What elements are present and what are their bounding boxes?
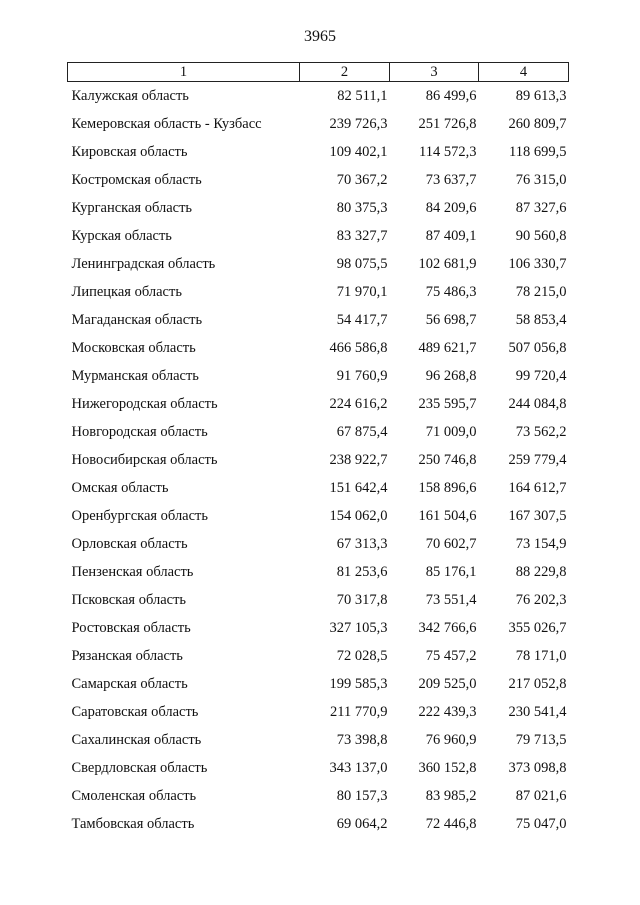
value-cell-col-2: 343 137,0: [329, 759, 388, 776]
value-cell-col-4: 78 215,0: [515, 283, 567, 300]
value-cell-col-4: 78 171,0: [515, 647, 567, 664]
table-row: [68, 558, 569, 586]
value-cell-col-4: 230 541,4: [508, 703, 567, 720]
table-row: [68, 754, 569, 782]
value-cell-col-4: 90 560,8: [515, 227, 567, 244]
table-row: [68, 698, 569, 726]
value-cell-col-4: 259 779,4: [508, 451, 567, 468]
value-cell-col-3: 73 551,4: [425, 591, 477, 608]
value-cell-col-3: 342 766,6: [418, 619, 477, 636]
value-cell-col-3: 250 746,8: [418, 451, 477, 468]
region-name-cell: Смоленская область: [71, 787, 197, 804]
value-cell-col-2: 81 253,6: [336, 563, 388, 580]
region-name-cell: Магаданская область: [71, 311, 203, 328]
value-cell-col-4: 75 047,0: [515, 815, 567, 832]
table-row: [68, 502, 569, 530]
value-cell-col-2: 72 028,5: [336, 647, 388, 664]
region-name-cell: Пензенская область: [71, 563, 194, 580]
region-name-cell: Московская область: [71, 339, 196, 356]
value-cell-col-3: 161 504,6: [418, 507, 477, 524]
table-row: [68, 166, 569, 194]
value-cell-col-2: 327 105,3: [329, 619, 388, 636]
region-name-cell: Рязанская область: [71, 647, 183, 664]
region-name-cell: Свердловская область: [71, 759, 208, 776]
value-cell-col-3: 70 602,7: [425, 535, 477, 552]
value-cell-col-4: 164 612,7: [508, 479, 567, 496]
region-name-cell: Псковская область: [71, 591, 187, 608]
value-cell-col-3: 251 726,8: [418, 115, 477, 132]
value-cell-col-4: 73 154,9: [515, 535, 567, 552]
column-header-2: 2: [300, 63, 390, 82]
region-name-cell: Кемеровская область - Кузбасс: [71, 115, 262, 132]
value-cell-col-3: 114 572,3: [419, 143, 477, 160]
value-cell-col-3: 84 209,6: [425, 199, 477, 216]
region-name-cell: Мурманская область: [71, 367, 199, 384]
value-cell-col-4: 76 315,0: [515, 171, 567, 188]
value-cell-col-3: 87 409,1: [425, 227, 477, 244]
region-name-cell: Сахалинская область: [71, 731, 202, 748]
value-cell-col-2: 69 064,2: [336, 815, 388, 832]
value-cell-col-4: 99 720,4: [515, 367, 567, 384]
table-row: [68, 334, 569, 362]
table-row: [68, 362, 569, 390]
region-name-cell: Курганская область: [71, 199, 193, 216]
value-cell-col-2: 224 616,2: [329, 395, 388, 412]
region-name-cell: Костромская область: [71, 171, 202, 188]
value-cell-col-3: 158 896,6: [418, 479, 477, 496]
region-name-cell: Калужская область: [71, 87, 189, 104]
region-name-cell: Омская область: [71, 479, 169, 496]
value-cell-col-3: 83 985,2: [425, 787, 477, 804]
value-cell-col-4: 58 853,4: [515, 311, 567, 328]
value-cell-col-4: 79 713,5: [515, 731, 567, 748]
value-cell-col-3: 75 486,3: [425, 283, 477, 300]
value-cell-col-2: 239 726,3: [329, 115, 388, 132]
data-table: [67, 62, 569, 838]
table-row: [68, 782, 569, 810]
value-cell-col-3: 360 152,8: [418, 759, 477, 776]
column-header-3: 3: [390, 63, 479, 82]
value-cell-col-2: 91 760,9: [336, 367, 388, 384]
table-row: [68, 614, 569, 642]
value-cell-col-3: 86 499,6: [425, 87, 477, 104]
region-name-cell: Новгородская область: [71, 423, 208, 440]
column-header-1: 1: [68, 63, 300, 82]
region-name-cell: Тамбовская область: [71, 815, 195, 832]
value-cell-col-3: 222 439,3: [418, 703, 477, 720]
value-cell-col-2: 73 398,8: [336, 731, 388, 748]
value-cell-col-2: 80 375,3: [336, 199, 388, 216]
value-cell-col-2: 211 770,9: [330, 703, 388, 720]
table-row: [68, 390, 569, 418]
table-row: [68, 138, 569, 166]
column-header-4: 4: [479, 63, 569, 82]
table-row: [68, 194, 569, 222]
value-cell-col-2: 70 367,2: [336, 171, 388, 188]
table-row: [68, 586, 569, 614]
page-number: 3965: [304, 28, 336, 45]
value-cell-col-2: 151 642,4: [329, 479, 388, 496]
value-cell-col-4: 106 330,7: [508, 255, 567, 272]
table-row: [68, 530, 569, 558]
value-cell-col-3: 73 637,7: [425, 171, 477, 188]
region-name-cell: Самарская область: [71, 675, 188, 692]
value-cell-col-2: 154 062,0: [329, 507, 388, 524]
value-cell-col-3: 76 960,9: [425, 731, 477, 748]
value-cell-col-2: 80 157,3: [336, 787, 388, 804]
value-cell-col-2: 71 970,1: [336, 283, 388, 300]
value-cell-col-3: 209 525,0: [418, 675, 477, 692]
region-name-cell: Ростовская область: [71, 619, 191, 636]
value-cell-col-3: 235 595,7: [418, 395, 477, 412]
table-row: [68, 810, 569, 838]
value-cell-col-4: 87 327,6: [515, 199, 567, 216]
value-cell-col-4: 244 084,8: [508, 395, 567, 412]
table-row: [68, 726, 569, 754]
value-cell-col-4: 76 202,3: [515, 591, 567, 608]
value-cell-col-3: 102 681,9: [418, 255, 477, 272]
table-row: [68, 474, 569, 502]
table-row: [68, 222, 569, 250]
region-name-cell: Кировская область: [71, 143, 188, 160]
value-cell-col-3: 85 176,1: [425, 563, 477, 580]
value-cell-col-3: 75 457,2: [425, 647, 477, 664]
value-cell-col-4: 87 021,6: [515, 787, 567, 804]
value-cell-col-4: 88 229,8: [515, 563, 567, 580]
table-row: [68, 418, 569, 446]
value-cell-col-4: 167 307,5: [508, 507, 567, 524]
value-cell-col-4: 73 562,2: [515, 423, 567, 440]
value-cell-col-4: 260 809,7: [508, 115, 567, 132]
value-cell-col-4: 217 052,8: [508, 675, 567, 692]
value-cell-col-3: 489 621,7: [418, 339, 477, 356]
value-cell-col-2: 54 417,7: [336, 311, 388, 328]
table-row: [68, 642, 569, 670]
header-row: [68, 63, 569, 82]
value-cell-col-3: 72 446,8: [425, 815, 477, 832]
table-row: [68, 82, 569, 111]
value-cell-col-4: 89 613,3: [515, 87, 567, 104]
value-cell-col-3: 71 009,0: [425, 423, 477, 440]
value-cell-col-2: 199 585,3: [329, 675, 388, 692]
table-row: [68, 446, 569, 474]
value-cell-col-2: 83 327,7: [336, 227, 388, 244]
table-row: [68, 306, 569, 334]
region-name-cell: Орловская область: [71, 535, 188, 552]
value-cell-col-2: 109 402,1: [329, 143, 388, 160]
value-cell-col-3: 56 698,7: [425, 311, 477, 328]
table-body: [68, 82, 569, 839]
value-cell-col-2: 67 313,3: [336, 535, 388, 552]
value-cell-col-2: 466 586,8: [329, 339, 388, 356]
value-cell-col-2: 67 875,4: [336, 423, 388, 440]
value-cell-col-4: 373 098,8: [508, 759, 567, 776]
table-row: [68, 110, 569, 138]
value-cell-col-4: 507 056,8: [508, 339, 567, 356]
region-name-cell: Курская область: [71, 227, 172, 244]
table-row: [68, 250, 569, 278]
region-name-cell: Саратовская область: [71, 703, 199, 720]
table-row: [68, 278, 569, 306]
region-name-cell: Ленинградская область: [71, 255, 216, 272]
value-cell-col-4: 118 699,5: [509, 143, 567, 160]
value-cell-col-2: 98 075,5: [336, 255, 388, 272]
value-cell-col-2: 82 511,1: [337, 87, 388, 104]
value-cell-col-4: 355 026,7: [508, 619, 567, 636]
region-name-cell: Нижегородская область: [71, 395, 218, 412]
value-cell-col-2: 70 317,8: [336, 591, 388, 608]
region-name-cell: Оренбургская область: [71, 507, 209, 524]
region-name-cell: Новосибирская область: [71, 451, 218, 468]
region-name-cell: Липецкая область: [71, 283, 182, 300]
table-row: [68, 670, 569, 698]
value-cell-col-3: 96 268,8: [425, 367, 477, 384]
value-cell-col-2: 238 922,7: [329, 451, 388, 468]
